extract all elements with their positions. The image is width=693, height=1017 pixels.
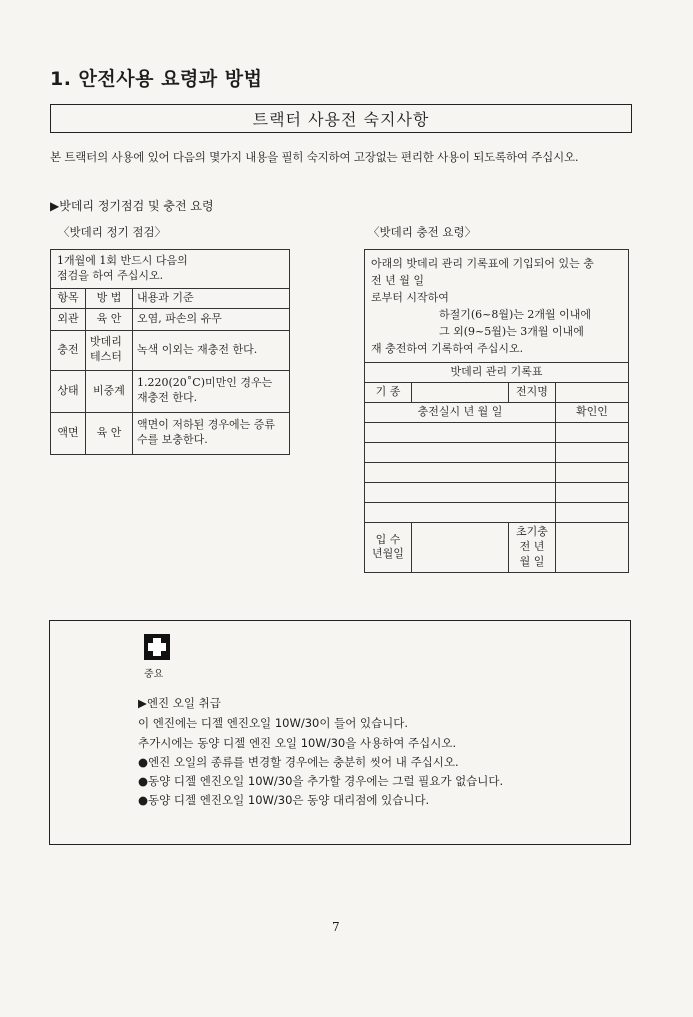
engine-oil-heading: ▶엔진 오일 취급 (138, 696, 221, 710)
charging-table (364, 249, 629, 573)
record-row (365, 503, 556, 523)
first-aid-cross-icon (144, 634, 170, 660)
initial-charge-label: 초기충전 년 월 일 (509, 523, 556, 573)
col-confirm: 확인인 (556, 403, 629, 423)
record-row (556, 463, 629, 483)
table-cell: 육 안 (86, 412, 133, 454)
table-cell: 녹색 이외는 재충전 한다. (133, 330, 290, 370)
battery-section-heading: ▶밧데리 정기점검 및 충전 요령 (50, 199, 214, 213)
charging-line3: 로부터 시작하여 (371, 291, 449, 305)
purchase-date-value (412, 523, 509, 573)
table-cell: 액면이 저하된 경우에는 증류수를 보충한다. (133, 412, 290, 454)
table-cell: 비중계 (86, 370, 133, 412)
model-label: 기 종 (365, 383, 412, 403)
inspection-intro (51, 250, 290, 289)
purchase-date-label: 입 수 년월일 (365, 523, 412, 573)
inspection-intro-line1: 1개월에 1회 반드시 다음의 (57, 254, 188, 267)
table-cell: 외관 (51, 308, 86, 330)
inspection-table (50, 249, 290, 455)
important-label: 중요 (144, 669, 164, 680)
title-box (50, 104, 632, 133)
title-text: 트랙터 사용전 숙지사항 (252, 110, 430, 129)
charging-subheading: 〈밧데리 충전 요령〉 (368, 225, 477, 239)
col-charge-date: 충전실시 년 월 일 (365, 403, 556, 423)
oil-bullet2: ●동양 디젤 엔진오일 10W/30을 추가할 경우에는 그럴 필요가 없습니다. (138, 774, 504, 788)
oil-bullet1: ●엔진 오일의 종류를 변경할 경우에는 충분히 씻어 내 주십시오. (138, 755, 459, 769)
record-row (365, 483, 556, 503)
header-criteria: 내용과 기준 (133, 288, 290, 308)
page-number: 7 (332, 920, 340, 934)
charging-line2: 전 년 월 일 (371, 274, 424, 288)
charging-line6: 재 충전하여 기록하여 주십시오. (371, 342, 524, 356)
inspection-intro-line2: 점검을 하여 주십시오. (57, 268, 164, 282)
table-cell: 액면 (51, 412, 86, 454)
inspection-subheading: 〈밧데리 정기 점검〉 (58, 225, 167, 239)
important-notice-box (49, 620, 631, 845)
table-cell: 상태 (51, 370, 86, 412)
header-method: 방 법 (86, 288, 133, 308)
record-row (556, 443, 629, 463)
table-cell: 1.220(20˚C)미만인 경우는 재충전 한다. (133, 370, 290, 412)
header-item: 항목 (51, 288, 86, 308)
model-value (412, 383, 509, 403)
table-cell: 충전 (51, 330, 86, 370)
record-row (365, 443, 556, 463)
record-row (556, 503, 629, 523)
intro-text: 본 트랙터의 사용에 있어 다음의 몇가지 내용을 필히 숙지하여 고장없는 편리한 사용이 되도록하여 주십시오. (50, 150, 579, 164)
serial-value (556, 383, 629, 403)
table-cell: 밧데리 테스터 (86, 330, 133, 370)
serial-label: 전지명 (509, 383, 556, 403)
table-cell: 육 안 (86, 308, 133, 330)
charging-line1: 아래의 밧데리 관리 기록표에 기입되어 있는 충 (371, 257, 594, 270)
oil-bullet3: ●동양 디젤 엔진오일 10W/30은 동양 대리점에 있습니다. (138, 793, 430, 807)
record-row (365, 463, 556, 483)
charging-line5: 그 외(9~5월)는 3개월 이내에 (439, 325, 584, 339)
section-heading: 1. 안전사용 요령과 방법 (50, 68, 263, 90)
table-cell: 오염, 파손의 유무 (133, 308, 290, 330)
initial-charge-value (556, 523, 629, 573)
oil-line2: 추가시에는 동양 디젤 엔진 오일 10W/30을 사용하여 주십시오. (138, 736, 457, 750)
record-row (556, 483, 629, 503)
record-row (556, 423, 629, 443)
record-table-title: 밧데리 관리 기록표 (365, 363, 629, 383)
charging-line4: 하절기(6~8월)는 2개월 이내에 (439, 308, 592, 322)
record-row (365, 423, 556, 443)
charging-instructions (365, 250, 629, 363)
oil-line1: 이 엔진에는 디젤 엔진오일 10W/30이 들어 있습니다. (138, 716, 409, 730)
